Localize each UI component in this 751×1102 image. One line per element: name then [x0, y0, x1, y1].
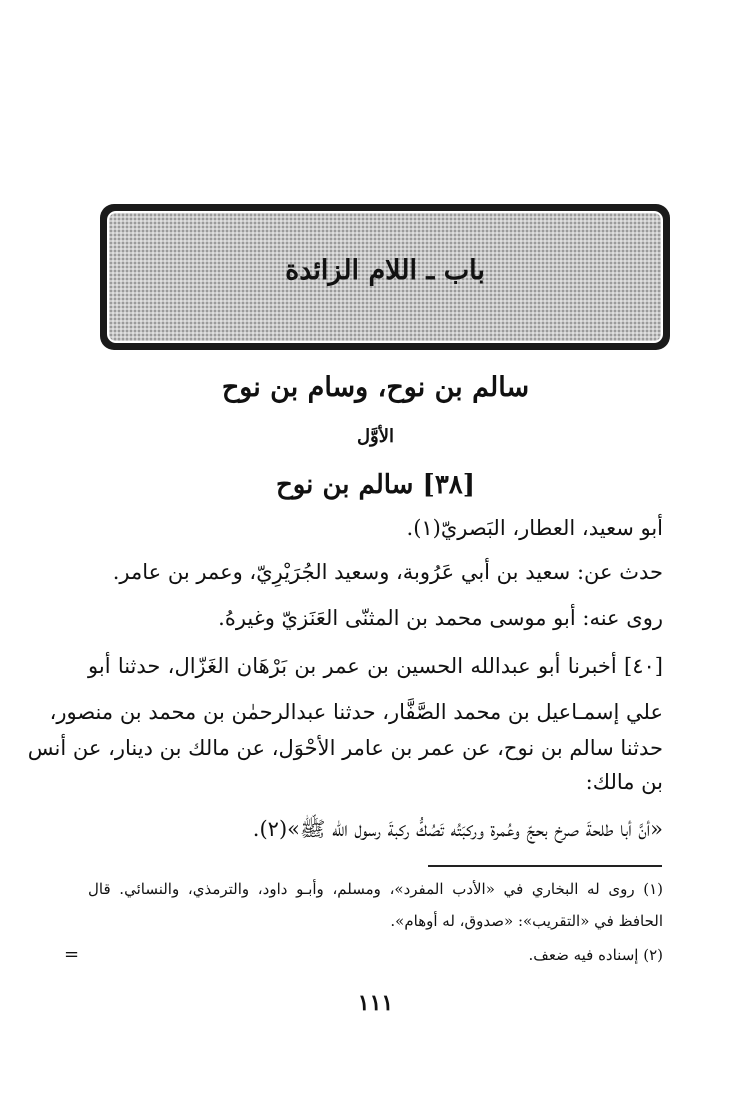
- body-line: «أنَّ أبا طلحةَ صرخ بحجّ وعُمرة وركبَتُه تَصُكُّ ركبةَ رسول الله ﷺ»(٢).: [252, 817, 663, 841]
- chapter-banner-inner: [107, 211, 663, 343]
- page-number: ١١١: [357, 990, 394, 1016]
- footnote-line: الحافظ في «التقريب»: «صدوق، له أوهام».: [390, 912, 663, 930]
- section-subtitle: الأوَّل: [356, 426, 395, 447]
- footnote-separator: [428, 865, 662, 867]
- body-line: أبو سعيد، العطار، البَصريّ(١).: [406, 516, 663, 540]
- footnote-line: (١) روى له البخاري في «الأدب المفرد»، ومسلم، وأبـو داود، والترمذي، والنسائي. قال: [88, 880, 663, 898]
- footnote-line: (٢) إسناده فيه ضعف.: [528, 946, 663, 964]
- chapter-title: باب ـ اللام الزائدة: [285, 255, 485, 286]
- entry-heading: [٣٨] سالم بن نوح: [275, 470, 476, 500]
- continuation-marker: =: [64, 944, 80, 965]
- section-title: سالم بن نوح، وسام بن نوح: [221, 372, 530, 403]
- body-line: بن مالك:: [585, 770, 663, 794]
- body-line: حدثنا سالم بن نوح، عن عمر بن عامر الأحْوَل، عن مالك بن دينار، عن أنس: [27, 736, 663, 760]
- body-line: [٤٠] أخبرنا أبو عبدالله الحسين بن عمر بن بَرْهَان الغَزّال، حدثنا أبو: [88, 654, 663, 678]
- body-line: علي إسمـاعيل بن محمد الصَّفَّار، حدثنا عبدالرحمٰن بن محمد بن منصور،: [49, 700, 663, 724]
- body-line: حدث عن: سعيد بن أبي عَرُوبة، وسعيد الجُرَيْرِيّ، وعمر بن عامر.: [112, 560, 663, 584]
- chapter-banner: [100, 204, 670, 350]
- body-line: روى عنه: أبو موسى محمد بن المثنّى العَنَزيّ وغيرهُ.: [218, 606, 663, 630]
